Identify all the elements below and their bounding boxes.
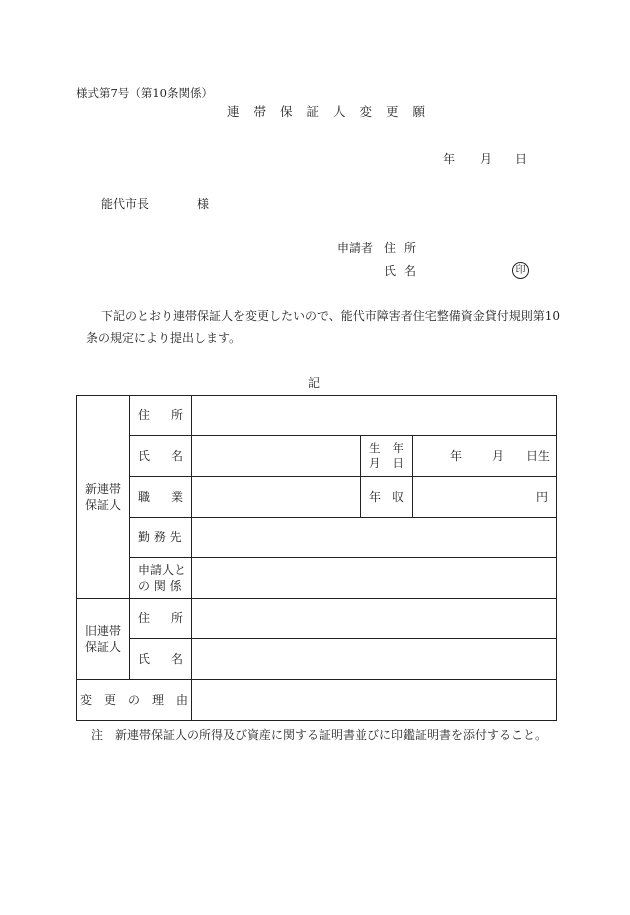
relation-label: 申請人と の 関 係 (130, 558, 192, 599)
footnote: 注 新連帯保証人の所得及び資産に関する証明書並びに印鑑証明書を添付すること。 (91, 728, 548, 742)
recipient-name: 能代市長 (101, 197, 150, 211)
date-month-label: 月 (480, 152, 493, 166)
birthdate-label: 生 年 月 日 (361, 436, 413, 477)
occupation-field[interactable] (192, 477, 361, 518)
date-year-label: 年 (443, 152, 456, 166)
old-address-label: 住 所 (130, 599, 192, 639)
recipient-honorific: 様 (197, 197, 210, 211)
new-name-label: 氏 名 (130, 436, 192, 477)
income-field[interactable]: 円 (413, 477, 557, 518)
applicant-label: 申請者 (337, 241, 374, 255)
ki-label: 記 (308, 376, 321, 390)
old-name-field[interactable] (192, 639, 557, 680)
guarantor-table (76, 395, 557, 721)
seal-mark: 印 (512, 262, 529, 279)
new-address-label: 住 所 (130, 396, 192, 436)
relation-field[interactable] (192, 558, 557, 599)
workplace-label: 勤 務 先 (130, 518, 192, 558)
occupation-label: 職 業 (130, 477, 192, 518)
applicant-address-label: 住所 (384, 241, 425, 255)
applicant-name-label: 氏名 (384, 264, 425, 278)
new-address-field[interactable] (192, 396, 557, 436)
new-name-field[interactable] (192, 436, 361, 477)
new-guarantor-header: 新連帯 保証人 (77, 396, 130, 599)
old-address-field[interactable] (192, 599, 557, 639)
body-text-line2: 条の規定により提出します。 (86, 331, 242, 345)
old-name-label: 氏 名 (130, 639, 192, 680)
income-label: 年 収 (361, 477, 413, 518)
reason-label: 変 更 の 理 由 (77, 680, 192, 721)
date-day-label: 日 (515, 152, 528, 166)
birthdate-field[interactable]: 年 月 日生 (413, 436, 557, 477)
reason-field[interactable] (192, 680, 557, 721)
body-text-line1: 下記のとおり連帯保証人を変更したいので、能代市障害者住宅整備資金貸付規則第10 (101, 309, 561, 323)
old-guarantor-header: 旧連帯 保証人 (77, 599, 130, 680)
workplace-field[interactable] (192, 518, 557, 558)
form-number: 様式第7号（第10条関係） (76, 86, 213, 100)
document-title: 連帯保証人変更願 (227, 104, 440, 119)
